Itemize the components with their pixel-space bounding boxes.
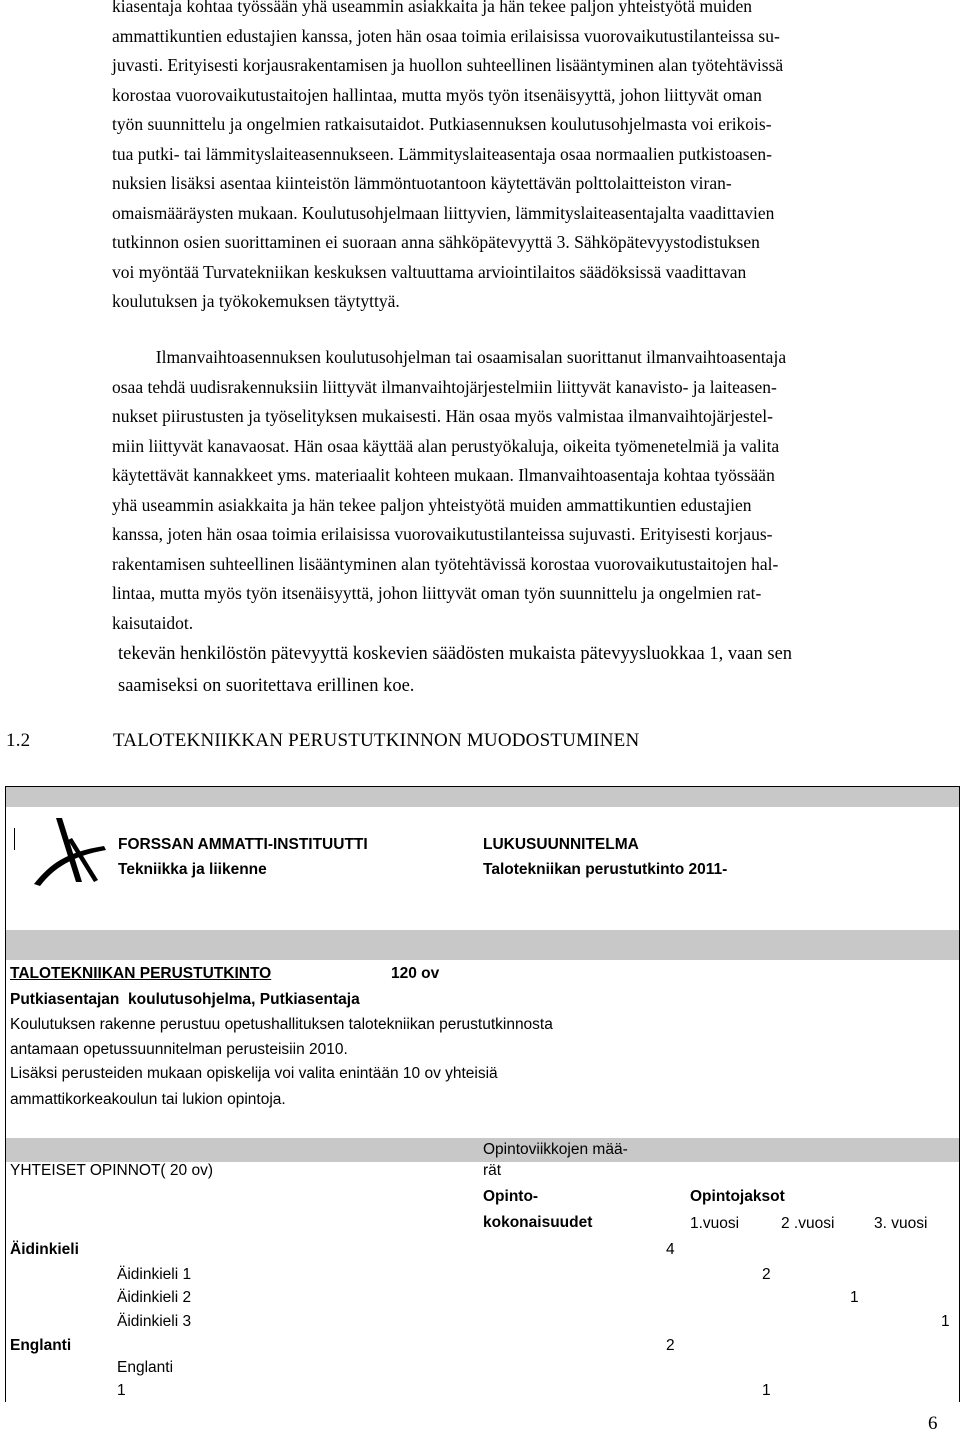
section-title: TALOTEKNIIKKAN PERUSTUTKINNON MUODOSTUMINEN: [113, 730, 640, 751]
header-band: [6, 787, 959, 807]
modules-column-header: kokonaisuudet: [483, 1214, 593, 1231]
year-header-3: 3. vuosi: [874, 1215, 928, 1232]
degree-name: TALOTEKNIIKAN PERUSTUTKINTO: [10, 965, 272, 982]
paragraph-line: käytettävät kannakkeet yms. materiaalit kohteen mukaan. Ilmanvaihtoasentaja kohtaa työssään: [112, 465, 775, 485]
paragraph-line: lintaa, mutta myös työn itsenäisyyttä, johon liittyvät oman työn suunnittelu ja ongelmien rat-: [112, 583, 762, 603]
body-paragraph-2: [112, 343, 932, 638]
note-line: tekevän henkilöstön pätevyyttä koskevien säädösten mukaista pätevyysluokkaa 1, vaan sen: [118, 644, 793, 664]
degree-desc-line: antamaan opetussuunnitelman perusteisiin 2010.: [10, 1041, 348, 1058]
note-line: saamiseksi on suoritettava erillinen koe.: [118, 676, 415, 696]
course-name: Äidinkieli 2: [117, 1289, 192, 1306]
paragraph-line: tua putki- tai lämmityslaiteasennukseen. Lämmityslaiteasentaja osaa normaalien putkistoasen-: [112, 143, 772, 164]
paragraph-line: kanssa, joten hän osaa toimia erilaisissa vuorovaikutustilanteissa sujuvasti. Erityisesti korjaus-: [112, 524, 773, 544]
degree-band: [6, 930, 959, 960]
group-name: Äidinkieli: [10, 1241, 79, 1258]
paragraph-line: koulutuksen ja työkokemuksen täytyttyä.: [112, 291, 400, 311]
year-header-1: 1.vuosi: [690, 1215, 740, 1232]
paragraph-line: kaisutaidot.: [112, 612, 194, 633]
course-name: Englanti: [117, 1359, 174, 1376]
paragraph-line: osaa tehdä uudisrakennuksiin liittyvät ilmanvaihtojärjestelmiin liittyvät kanavisto- ja laiteasen-: [112, 376, 777, 397]
paragraph-line: rakentamisen suhteellinen lisääntyminen alan työtehtävissä korostaa vuorovaikutustaitojen hal-: [112, 553, 779, 574]
form-divider: [14, 828, 15, 850]
institution-name: FORSSAN AMMATTI-INSTITUUTTI: [118, 836, 368, 853]
section-number: 1.2: [6, 730, 31, 751]
group-name: Englanti: [10, 1337, 72, 1354]
department-name: Tekniikka ja liikenne: [118, 861, 267, 878]
paragraph-line: Ilmanvaihtoasennuksen koulutusohjelman tai osaamisalan suorittanut ilmanvaihtoasentaja: [112, 347, 787, 367]
degree-desc-line: ammattikorkeakoulun tai lukion opintoja.: [10, 1091, 286, 1108]
course-credits-year2: 1: [850, 1289, 859, 1306]
paragraph-line: voi myöntää Turvatekniikan keskuksen valtuuttama arviointilaitos säädöksissä vaadittavan: [112, 261, 747, 282]
course-name: Äidinkieli 3: [117, 1313, 192, 1330]
paragraph-line: juvasti. Erityisesti korjausrakentamisen ja huollon suhteellinen lisääntyminen alan työtehtävissä: [112, 55, 784, 75]
credits-column-header: rät: [483, 1162, 502, 1179]
paragraph-line: ammattikuntien edustajien kanssa, joten hän osaa toimia erilaisissa vuorovaikutustilanteissa su-: [112, 25, 780, 46]
fai-logo-icon: [28, 816, 108, 888]
credits-column-header: Opintoviikkojen mää-: [483, 1141, 628, 1158]
qualification-note: [118, 638, 792, 702]
group-credits: 4: [666, 1241, 675, 1258]
paragraph-line: omaismääräysten mukaan. Koulutusohjelmaan liittyvien, lämmityslaiteasentajalta vaadittavien: [112, 202, 775, 223]
degree-credits: 120 ov: [391, 965, 440, 982]
table-section-title: YHTEISET OPINNOT( 20 ov): [10, 1162, 213, 1179]
document-subject: Talotekniikan perustutkinto 2011-: [483, 861, 728, 878]
paragraph-line: korostaa vuorovaikutustaitojen hallintaa, mutta myös työn itsenäisyyttä, johon liittyvät oman: [112, 84, 762, 105]
paragraph-line: kiasentaja kohtaa työssään yhä useammin asiakkaita ja hän tekee paljon yhteistyötä muiden: [112, 0, 753, 16]
courses-column-header: Opintojaksot: [690, 1188, 785, 1205]
paragraph-line: nuksien lisäksi asentaa kiinteistön lämmöntuotantoon käytettävän polttolaitteiston viran-: [112, 173, 732, 193]
course-credits-year1: 2: [762, 1266, 771, 1283]
paragraph-line: työn suunnittelu ja ongelmien ratkaisutaidot. Putkiasennuksen koulutusohjelmasta voi erikois-: [112, 114, 772, 134]
paragraph-line: yhä useammin asiakkaita ja hän tekee paljon yhteistyötä muiden ammattikuntien edustajien: [112, 494, 752, 515]
degree-program: Putkiasentajan koulutusohjelma, Putkiasentaja: [10, 991, 360, 1008]
group-credits: 2: [666, 1337, 675, 1354]
course-name-suffix: 1: [117, 1382, 126, 1399]
course-credits-year3: 1: [941, 1313, 950, 1330]
section-heading: [6, 730, 639, 752]
modules-column-header: Opinto-: [483, 1188, 539, 1205]
document-type: LUKUSUUNNITELMA: [483, 836, 639, 853]
paragraph-line: nukset piirustusten ja työselityksen mukaisesti. Hän osaa myös valmistaa ilmanvaihtojärjestel-: [112, 406, 773, 426]
degree-desc-line: Koulutuksen rakenne perustuu opetushallituksen talotekniikan perustutkinnosta: [10, 1016, 553, 1033]
paragraph-line: tutkinnon osien suorittaminen ei suoraan anna sähköpätevyyttä 3. Sähköpätevyystodistuksen: [112, 232, 760, 252]
course-credits-year1: 1: [762, 1382, 771, 1399]
body-paragraph-1: [112, 0, 932, 317]
paragraph-line: miin liittyvät kanavaosat. Hän osaa käyttää alan perustyökaluja, oikeita työmenetelmiä ja valita: [112, 435, 780, 456]
course-name: Äidinkieli 1: [117, 1266, 192, 1283]
year-header-2: 2 .vuosi: [781, 1215, 835, 1232]
degree-desc-line: Lisäksi perusteiden mukaan opiskelija voi valita enintään 10 ov yhteisiä: [10, 1065, 498, 1082]
page-number: 6: [928, 1413, 938, 1434]
